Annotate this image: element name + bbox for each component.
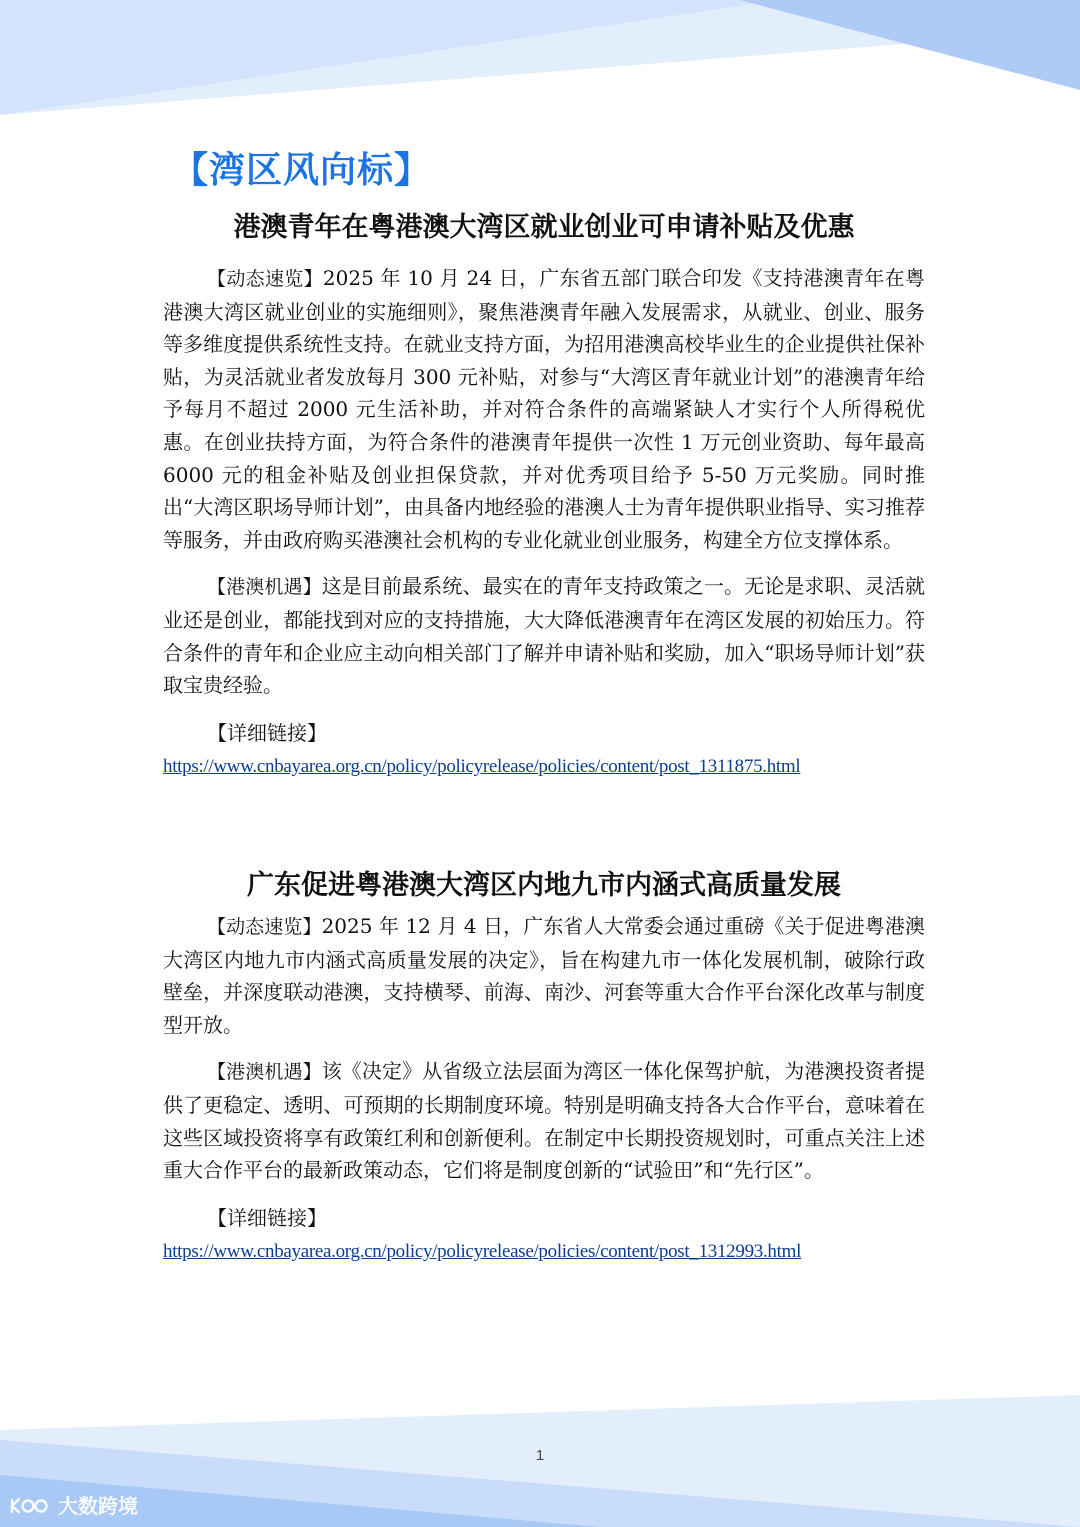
opportunity-paragraph (163, 570, 925, 701)
overview-tag: 【动态速览】 (207, 268, 323, 290)
overview-text: 2025 年 10 月 24 日，广东省五部门联合印发《支持港澳青年在粤港澳大湾区就业创业的实施细则》，聚焦港澳青年融入发展需求，从就业、创业、服务等多维度提供系统性支持。在就业支持方面，为招用港澳高校毕业生的企业提供社保补贴，为灵活就业者发放每月 300 元补贴，对参与“大湾区青年就业计划”的港澳青年给予每月不超过 2000 元生活补助，并对符合条件的高端紧缺人才实行个人所得税优惠。在创业扶持方面，为符合条件的港澳青年提供一次性 1 万元创业资助、每年最高 6000 元的租金补贴及创业担保贷款，并对优秀项目给予 5-50 万元奖励。同时推出“大湾区职场导师计划”，由具备内地经验的港澳人士为青年提供职业指导、实习推荐等服务，并由政府购买港澳社会机构的专业化就业创业服务，构建全方位支撑体系。 (163, 266, 925, 552)
opportunity-text: 该《决定》从省级立法层面为湾区一体化保驾护航，为港澳投资者提供了更稳定、透明、可预期的长期制度环境。特别是明确支持各大合作平台，意味着在这些区域投资将享有政策红利和创新便利。在制定中长期投资规划时，可重点关注上述重大合作平台的最新政策动态，它们将是制度创新的“试验田”和“先行区”。 (163, 1059, 925, 1183)
article-title: 港澳青年在粤港澳大湾区就业创业可申请补贴及优惠 (233, 212, 855, 243)
article-title: 广东促进粤港澳大湾区内地九市内涵式高质量发展 (247, 870, 841, 901)
link-label: 【详细链接】 (207, 1205, 327, 1230)
watermark (8, 1490, 138, 1519)
overview-paragraph (163, 910, 925, 1041)
watermark-text: 大数跨境 (58, 1494, 138, 1518)
top-decoration (0, 0, 1080, 130)
article-employment-subsidy (163, 208, 925, 784)
link-label: 【详细链接】 (207, 720, 327, 745)
overview-paragraph (163, 262, 925, 556)
opportunity-text: 这是目前最系统、最实在的青年支持政策之一。无论是求职、灵活就业还是创业，都能找到对应的支持措施，大大降低港澳青年在湾区发展的初始压力。符合条件的青年和企业应主动向相关部门了解并申请补贴和奖励，加入“职场导师计划”获取宝贵经验。 (163, 574, 925, 698)
detail-link[interactable]: https://www.cnbayarea.org.cn/policy/policyrelease/policies/content/post_1312993.html (163, 1240, 802, 1262)
detail-link[interactable]: https://www.cnbayarea.org.cn/policy/policyrelease/policies/content/post_1311875.html (163, 755, 801, 777)
overview-text: 2025 年 12 月 4 日，广东省人大常委会通过重磅《关于促进粤港澳大湾区内地九市内涵式高质量发展的决定》，旨在构建九市一体化发展机制，破除行政壁垒，并深度联动港澳，支持横琴、前海、南沙、河套等重大合作平台深化改革与制度型开放。 (163, 914, 925, 1037)
page-number: 1 (535, 1447, 545, 1464)
opportunity-paragraph (163, 1055, 925, 1186)
section-heading: 【湾区风向标】 (172, 150, 432, 191)
overview-tag: 【动态速览】 (207, 916, 322, 938)
opportunity-tag: 【港澳机遇】 (207, 1061, 322, 1084)
watermark-logo-icon (8, 1494, 52, 1516)
opportunity-tag: 【港澳机遇】 (207, 576, 322, 599)
article-nine-cities (163, 866, 925, 1269)
